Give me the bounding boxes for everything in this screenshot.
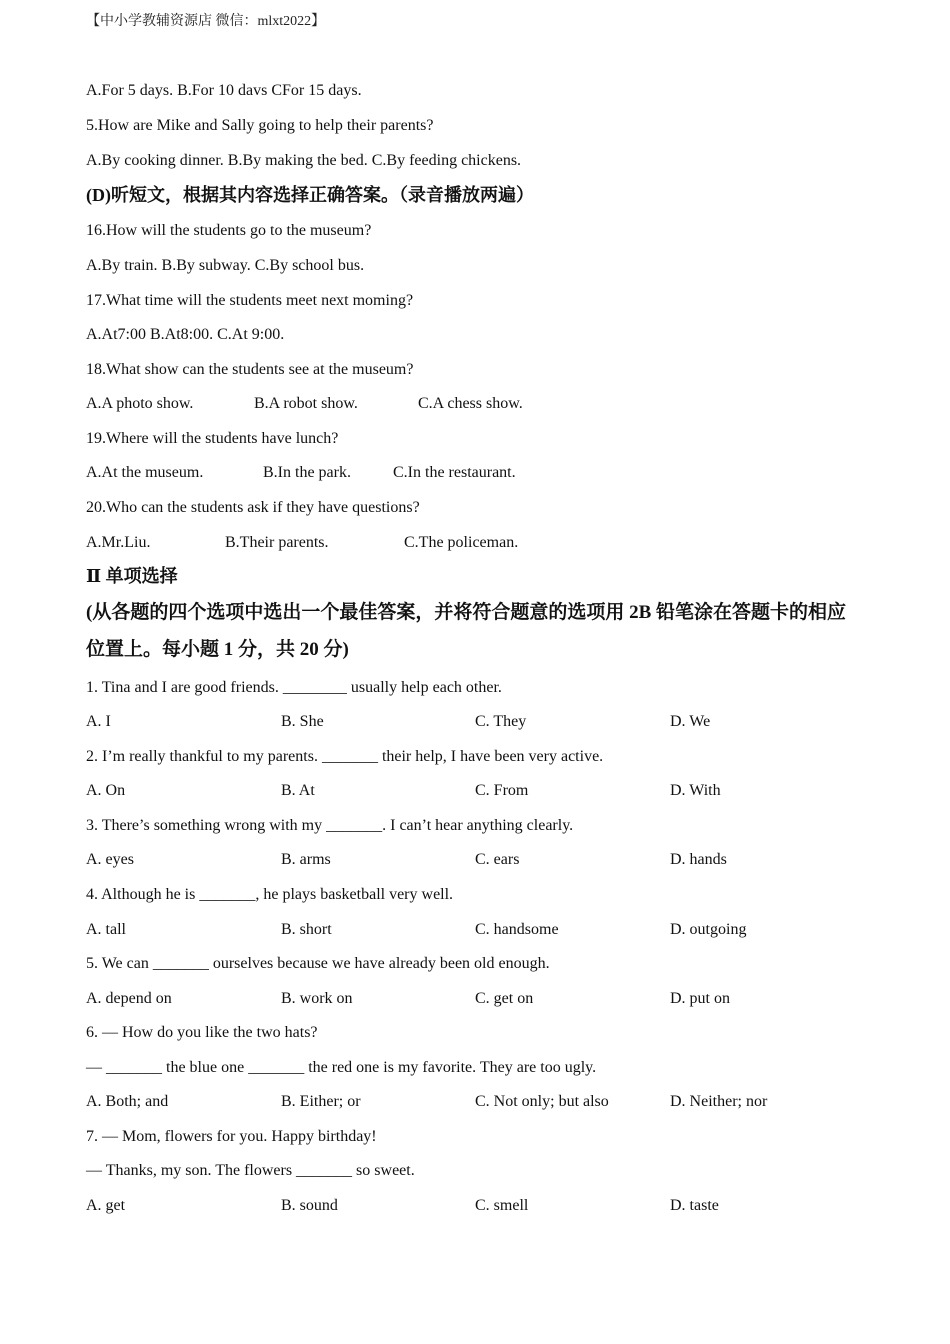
mc-question-7-reply: — Thanks, my son. The flowers _______ so sweet. xyxy=(86,1162,415,1179)
option: B.A robot show. xyxy=(254,395,358,412)
option-a: A. Both; and xyxy=(86,1093,169,1110)
option: C.In the restaurant. xyxy=(393,464,516,481)
option: A.At the museum. xyxy=(86,464,204,481)
mc-question-6-reply: — _______ the blue one _______ the red one is my favorite. They are too ugly. xyxy=(86,1059,597,1076)
option-c: C. handsome xyxy=(475,921,559,938)
question-19: 19.Where will the students have lunch? xyxy=(86,430,339,447)
section-2-instructions-cont: 位置上。每小题 1 分，共 20 分) xyxy=(86,639,349,660)
option-d: D. taste xyxy=(670,1197,719,1214)
option-c: C. get on xyxy=(475,990,534,1007)
question-16: 16.How will the students go to the museum? xyxy=(86,222,372,239)
option-b: B. arms xyxy=(281,851,331,868)
option-d: D. hands xyxy=(670,851,727,868)
option-b: B. At xyxy=(281,782,315,799)
mc-question-7: 7. — Mom, flowers for you. Happy birthday! xyxy=(86,1128,377,1145)
option: A.Mr.Liu. xyxy=(86,534,151,551)
option-c: C. Not only; but also xyxy=(475,1093,609,1110)
question-20: 20.Who can the students ask if they have questions? xyxy=(86,499,420,516)
option-c: C. They xyxy=(475,713,527,730)
question-4-options: A.For 5 days. B.For 10 davs CFor 15 days. xyxy=(86,82,362,99)
option: B.In the park. xyxy=(263,464,351,481)
option: B.Their parents. xyxy=(225,534,329,551)
option-b: B. short xyxy=(281,921,332,938)
question-17-options: A.At7:00 B.At8:00. C.At 9:00. xyxy=(86,326,285,343)
option: A.A photo show. xyxy=(86,395,194,412)
option: C.The policeman. xyxy=(404,534,519,551)
option-a: A. get xyxy=(86,1197,126,1214)
option-c: C. smell xyxy=(475,1197,529,1214)
option-b: B. Either; or xyxy=(281,1093,361,1110)
question-5: 5.How are Mike and Sally going to help their parents? xyxy=(86,117,434,134)
question-5-options: A.By cooking dinner. B.By making the bed. C.By feeding chickens. xyxy=(86,152,522,169)
section-d-heading: (D)听短文，根据其内容选择正确答案。（录音播放两遍） xyxy=(86,185,534,205)
mc-question-5: 5. We can _______ ourselves because we have already been old enough. xyxy=(86,955,550,972)
option-b: B. work on xyxy=(281,990,353,1007)
page-header: 【中小学教辅资源店 微信：mlxt2022】 xyxy=(86,14,326,29)
option-d: D. We xyxy=(670,713,711,730)
option-d: D. With xyxy=(670,782,721,799)
option-a: A. On xyxy=(86,782,126,799)
option: C.A chess show. xyxy=(418,395,523,412)
option-a: A. eyes xyxy=(86,851,134,868)
option-d: D. put on xyxy=(670,990,730,1007)
section-2-instructions: (从各题的四个选项中选出一个最佳答案，并将符合题意的选项用 2B 铅笔涂在答题卡的相应 xyxy=(86,602,847,623)
question-17: 17.What time will the students meet next moming? xyxy=(86,292,414,309)
section-2-title: Ⅱ 单项选择 xyxy=(86,566,178,586)
mc-question-3: 3. There’s something wrong with my _______. I can’t hear anything clearly. xyxy=(86,817,574,834)
question-16-options: A.By train. B.By subway. C.By school bus. xyxy=(86,257,365,274)
option-d: D. Neither; nor xyxy=(670,1093,768,1110)
mc-question-6: 6. — How do you like the two hats? xyxy=(86,1024,318,1041)
option-a: A. I xyxy=(86,713,111,730)
mc-question-2: 2. I’m really thankful to my parents. _______ their help, I have been very active. xyxy=(86,748,604,765)
option-b: B. sound xyxy=(281,1197,338,1214)
mc-question-4: 4. Although he is _______, he plays basketball very well. xyxy=(86,886,454,903)
mc-question-1: 1. Tina and I are good friends. ________ usually help each other. xyxy=(86,679,502,696)
option-a: A. depend on xyxy=(86,990,172,1007)
question-18: 18.What show can the students see at the museum? xyxy=(86,361,414,378)
option-c: C. From xyxy=(475,782,529,799)
option-a: A. tall xyxy=(86,921,126,938)
option-b: B. She xyxy=(281,713,324,730)
option-c: C. ears xyxy=(475,851,520,868)
option-d: D. outgoing xyxy=(670,921,747,938)
